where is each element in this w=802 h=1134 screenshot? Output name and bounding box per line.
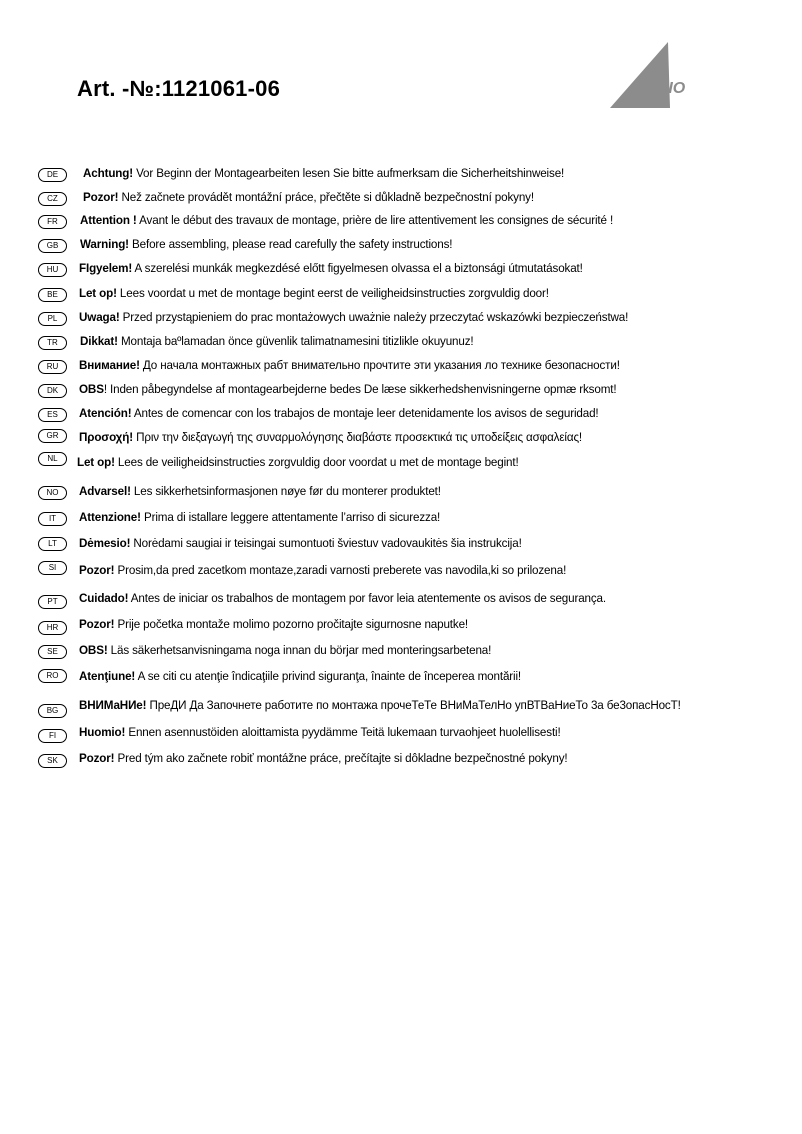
language-code-badge: DK xyxy=(38,384,67,398)
warning-body: Prima di istallare leggere attentamente l’arriso di sicurezza! xyxy=(140,510,441,524)
warning-text xyxy=(79,358,620,372)
language-code-badge: PT xyxy=(38,595,67,609)
warning-text xyxy=(79,406,599,420)
warning-body: Before assembling, please read carefully the safety instructions! xyxy=(128,237,453,251)
language-code-badge: NO xyxy=(38,486,67,500)
language-code-badge: SI xyxy=(38,561,67,575)
warning-body: A szerelési munkák megkezdésé előtt figyelmesen olvassa el a biztonsági útmutatásokat! xyxy=(132,261,583,275)
language-code-badge: HR xyxy=(38,621,67,635)
warning-body: ПреДИ Да Започнете работите по монтажа прочеТеТе ВНиМаТелНо упВТВаНиеТо 3а бе3опасНосТ! xyxy=(146,698,681,712)
warning-text xyxy=(79,382,616,396)
warning-body: До начала монтажных рабт внимательно прочтите эти указания ло технике безопасности! xyxy=(139,358,620,372)
article-number-title: Art. -№:1121061-06 xyxy=(77,76,281,101)
warning-label: Pozor! xyxy=(83,190,119,204)
language-code-badge: ES xyxy=(38,408,67,422)
language-code-badge: HU xyxy=(38,263,67,277)
warning-label: ВНИМаНИе! xyxy=(79,698,147,712)
warning-body: Antes de iniciar os trabalhos de montagem por favor leia atentemente os avisos de segurança. xyxy=(128,591,606,605)
warning-label: Dikkat! xyxy=(80,334,118,348)
language-code-badge: LT xyxy=(38,537,67,551)
warning-text xyxy=(80,237,452,251)
warning-label: Attenzione! xyxy=(79,510,141,524)
warning-body: Pred tým ako začnete robiť montážne práce, prečítajte si dôkladne bezpečnostné pokyny! xyxy=(114,751,568,765)
language-code-badge: DE xyxy=(38,168,67,182)
warning-text xyxy=(83,166,564,180)
warning-body: Vor Beginn der Montagearbeiten lesen Sie bitte aufmerksam die Sicherheitshinweise! xyxy=(132,166,565,180)
warning-body: Antes de comencar con los trabajos de montaje leer detenidamente los avisos de seguridad! xyxy=(131,406,599,420)
warning-label: Attention ! xyxy=(80,213,137,227)
warning-text xyxy=(79,591,606,605)
warning-body: Než začnete provádět montážní práce, přečtěte si důkladně bezpečnostní pokyny! xyxy=(118,190,534,204)
warning-text xyxy=(79,310,628,324)
language-code-badge: FI xyxy=(38,729,67,743)
warning-body: Ennen asennustöiden aloittamista pyydämme Teitä lukemaan turvaohjeet huolellisesti! xyxy=(125,725,561,739)
warning-label: Atención! xyxy=(79,406,132,420)
warning-text xyxy=(79,536,522,550)
warning-body: Avant le début des travaux de montage, prière de lire attentivement les consignes de sécurité ! xyxy=(136,213,614,227)
warning-text xyxy=(79,643,491,657)
warning-label: Pozor! xyxy=(79,563,115,577)
warning-body: Les sikkerhetsinformasjonen nøye før du monterer produktet! xyxy=(130,484,441,498)
warning-label: Huomio! xyxy=(79,725,126,739)
language-code-badge: NL xyxy=(38,452,67,466)
warning-label: OBS! xyxy=(79,643,108,657)
warning-body: Przed przystąpieniem do prac montażowych uważnie należy przeczytać wskazówki bezpieczeństwa! xyxy=(119,310,629,324)
warning-text xyxy=(79,725,561,739)
warning-body: Norėdami saugiai ir teisingai sumontuoti šviestuv vadovaukitės šia instrukcija! xyxy=(130,536,522,550)
language-code-badge: CZ xyxy=(38,192,67,206)
language-code-badge: PL xyxy=(38,312,67,326)
language-code-badge: TR xyxy=(38,336,67,350)
warning-label: Warning! xyxy=(80,237,129,251)
warning-label: Atenţiune! xyxy=(79,669,136,683)
warning-label: Cuidado! xyxy=(79,591,129,605)
warning-body: Lees voordat u met de montage begint eerst de veiligheidsinstructies zorgvuldig door! xyxy=(116,286,549,300)
warning-text xyxy=(79,261,583,275)
warning-text xyxy=(80,213,613,227)
warning-label: OBS xyxy=(79,382,104,396)
language-code-badge: IT xyxy=(38,512,67,526)
warning-body: Prosim,da pred zacetkom montaze,zaradi varnosti preberete vas navodila,ki so prilozena! xyxy=(114,563,567,577)
language-code-badge: GR xyxy=(38,429,67,443)
warning-label: Dėmesio! xyxy=(79,536,131,550)
warning-text xyxy=(80,334,474,348)
language-code-badge: BG xyxy=(38,704,67,718)
warning-text xyxy=(79,430,582,444)
warning-body: Montaja baºlamadan önce güvenlik talimatnamesini titizlikle okuyunuz! xyxy=(117,334,474,348)
language-code-badge: FR xyxy=(38,215,67,229)
language-code-badge: RU xyxy=(38,360,67,374)
warning-body: A se citi cu atenţie îndicaţiile privind siguranţa, înainte de începerea montării! xyxy=(135,669,522,683)
warning-text xyxy=(79,617,468,631)
warning-label: Advarsel! xyxy=(79,484,131,498)
warning-label: Let op! xyxy=(79,286,117,300)
warning-body: Läs säkerhetsanvisningama noga innan du börjar med monteringsarbetena! xyxy=(107,643,492,657)
warning-text xyxy=(79,563,566,577)
warning-text xyxy=(83,190,534,204)
language-code-badge: RO xyxy=(38,669,67,683)
language-code-badge: GB xyxy=(38,239,67,253)
language-code-badge: BE xyxy=(38,288,67,302)
warning-label: Внимание! xyxy=(79,358,140,372)
warning-body: Πριν την διεξαγωγή της συναρμολόγησης διαβάστε προσεκτικά τις υποδείξεις ασφαλείας! xyxy=(132,430,583,444)
warning-label: FIgyelem! xyxy=(79,261,133,275)
warning-body: Lees de veiligheidsinstructies zorgvuldig door voordat u met de montage begint! xyxy=(114,455,519,469)
warning-text xyxy=(79,751,567,765)
warning-text xyxy=(79,510,440,524)
language-code-badge: SE xyxy=(38,645,67,659)
warning-label: Προσοχή! xyxy=(79,430,133,444)
warning-label: Pozor! xyxy=(79,751,115,765)
warning-text xyxy=(79,484,441,498)
language-code-badge: SK xyxy=(38,754,67,768)
warning-label: Let op! xyxy=(77,455,115,469)
warning-body: Prije početka montaže molimo pozorno pročitajte sigurnosne naputke! xyxy=(114,617,469,631)
warning-text xyxy=(79,286,549,300)
warning-label: Pozor! xyxy=(79,617,115,631)
warning-label: Uwaga! xyxy=(79,310,120,324)
warning-text xyxy=(79,669,521,683)
warning-text xyxy=(79,698,681,712)
logo-text: TRIO xyxy=(647,80,686,97)
warning-body: ! Inden påbegyndelse af montagearbejderne bedes De læse sikkerhedshenvisningerne opmæ rksomt! xyxy=(103,382,617,396)
warning-text xyxy=(77,455,519,469)
warning-label: Achtung! xyxy=(83,166,133,180)
